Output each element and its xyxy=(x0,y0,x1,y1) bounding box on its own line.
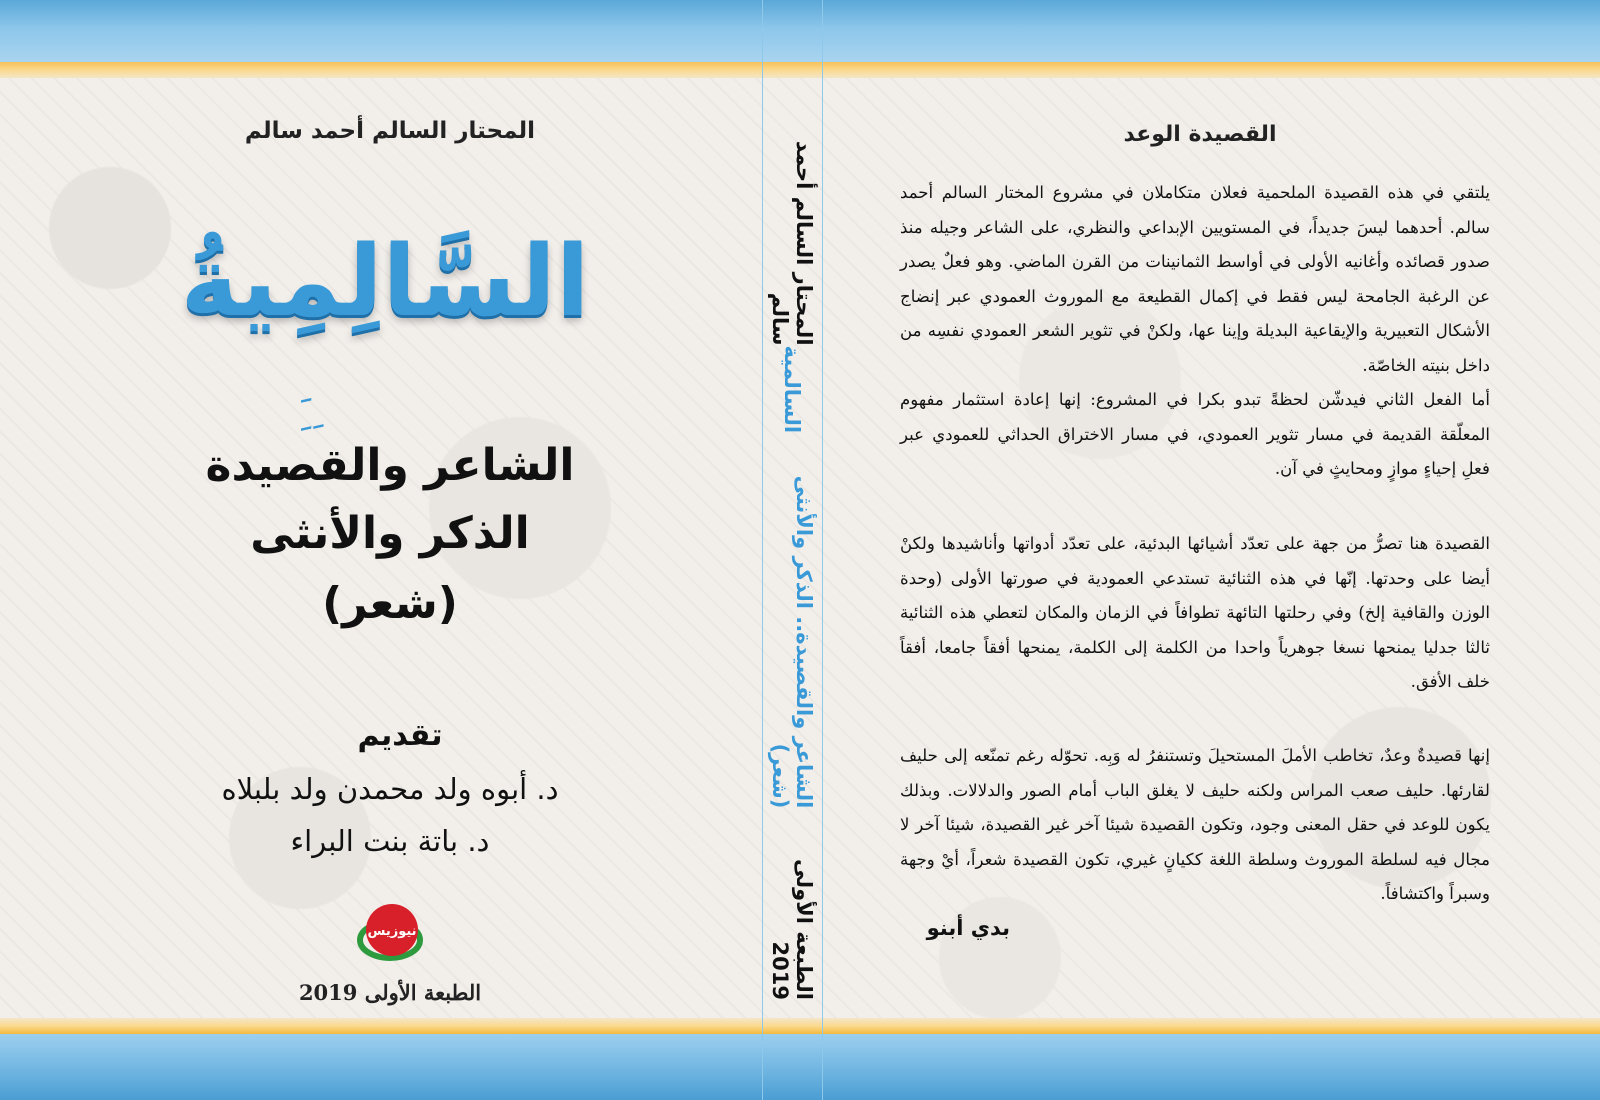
front-presenter-1: د. أبوه ولد محمدن ولد بلبلاه xyxy=(221,772,559,806)
back-paragraph-4: إنها قصيدةٌ وعدٌ، تخاطب الأملَ المستحيلَ وتستنفرُ له وَبِه. تحوّله رغم تمنّعه إلى حليف لقارئها. حليف صعب المراس ولكنه حليف لا يغلق الباب أمام الصور والدلالات. وبذلك يكون للوعد في حقل المعنى وجود، وتكون القصيدة شيئا آخر غير القصيدة، شيئا آخر لا مجال فيه لسلطة الموروث وسلطة اللغة ككيانٍ غيري، تكون القصيدة شعراً، أيْ وجهة وسبراً واكتشافاً. xyxy=(900,746,1490,904)
spine-title: السالمية xyxy=(780,345,804,434)
back-heading: القصيدة الوعد xyxy=(1123,122,1277,147)
publisher-logo-text: نيوزيس xyxy=(367,924,417,939)
spine-edition: الطبعة الأولى 2019 xyxy=(768,858,816,1000)
front-subtitle-line-1: الشاعر والقصيدة xyxy=(205,440,575,491)
publisher-logo-icon xyxy=(352,900,430,964)
front-genre-label: (شعر) xyxy=(322,578,458,629)
title-decorative-marks: ِ َ ِ xyxy=(300,392,325,433)
top-blue-band xyxy=(0,0,1600,62)
spine-subtitle: الشاعر والقصيدة.. الذكر والأنثى (شعر) xyxy=(768,475,816,809)
publisher-logo xyxy=(352,900,430,964)
back-paragraph-1: يلتقي في هذه القصيدة الملحمية فعلان متكاملان في مشروع المختار السالم أحمد سالم. أحدهما ليسَ جديداً، في المستويين الإبداعي والنظري، على الشاعر وجيله منذ صدور قصائده وأغانيه الأولى في أواسط الثمانينات من القرن الماضي. وهو فعلٌ يصدر عن الرغبة الجامحة ليس فقط في إكمال القطيعة مع الموروث العمودي عبر إنضاج الأشكال التعبيرية والإيقاعية البديلة وإينا عها، ولكنْ في تثوير الشعر العمودي نفسِه من داخل بنيته الخاصّة. xyxy=(900,183,1490,375)
bottom-gold-band xyxy=(0,1018,1600,1034)
front-presenter-2: د. باتة بنت البراء xyxy=(290,824,490,858)
spine-author: المحتار السالم أحمد سالم xyxy=(768,140,816,346)
back-paragraph-3: القصيدة هنا تصرُّ من جهة على تعدّد أشيائها البدئية، على تعدّد أدواتها وأناشيدها ولكنْ أيضا على وحدتها. إنّها في هذه الثنائية تستدعي العمودية في صورتها الأولى (وحدة الوزن والقافية إلخ) وفي رحلتها التائهة تطوافاً في الزمان والمكان لتعطي هذه الثنائية ثالثا جدليا يمنحها نسغا جوهرياً واحدا من الكلمة إلى الكلمة، يمنحها أفقاً جامعا، أفقاً خلف الأفق. xyxy=(900,534,1490,692)
book-spine xyxy=(762,90,822,1010)
top-gold-band xyxy=(0,62,1600,78)
front-edition: الطبعة الأولى 2019 xyxy=(298,980,482,1005)
front-author-name: المحتار السالم أحمد سالم xyxy=(244,118,536,144)
front-subtitle-line-2: الذكر والأنثى xyxy=(250,508,530,559)
back-paragraph-2: أما الفعل الثاني فيدشّن لحظةً تبدو بكرا في المشروع: إنها إعادة استثمار مفهوم المعلّقة القديمة في مسار تثوير العمودي، في مسار الاختراق الحداثي للعمودي عبر فعلِ إحياءٍ موازٍ ومحايثٍ في آن. xyxy=(900,390,1490,479)
front-intro-label: تقديم xyxy=(357,718,443,753)
bottom-blue-band xyxy=(0,1034,1600,1100)
front-book-title: السَّالِمِيةُ xyxy=(180,225,590,339)
spine-edge-right xyxy=(822,0,823,1100)
back-signature: بدي أبنو xyxy=(926,916,1010,940)
